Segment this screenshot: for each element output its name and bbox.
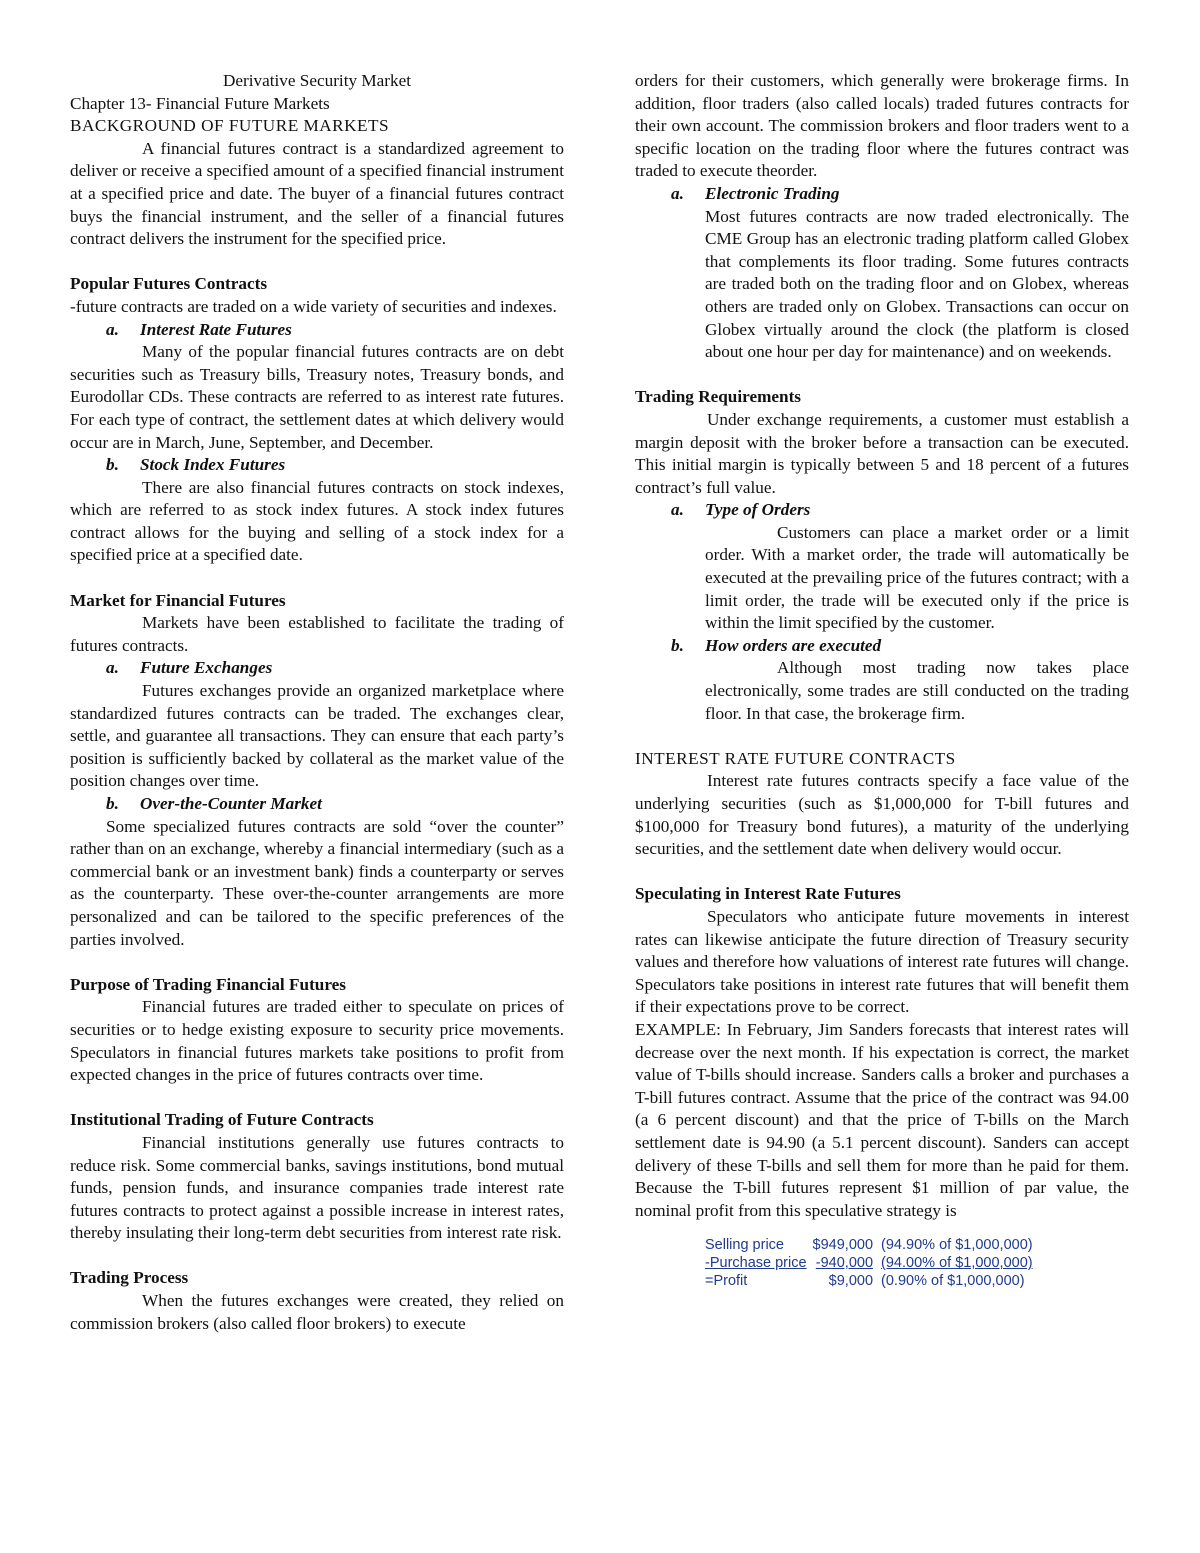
row-amount: -940,000 — [815, 1255, 874, 1272]
row-label: =Profit — [705, 1273, 748, 1290]
subheading-electronic-trading — [671, 183, 1129, 206]
popular-lead: -future contracts are traded on a wide variety of securities and indexes. — [70, 296, 557, 316]
how-orders-executed-text: Although most trading now takes place electronically, some trades are still conducted on the trading floor. In that case, the brokerage firm. — [705, 658, 1129, 723]
interest-rate-contracts-text: Interest rate futures contracts specify a face value of the underlying securities (such as $1,000,000 for T-bill futures and $100,000 for Treasury bond futures), a maturity of the underlying securities, and the settlement date when delivery would occur. — [635, 771, 1129, 859]
row-note: (94.90% of $1,000,000) — [881, 1237, 1033, 1254]
trading-process-text-right: orders for their customers, which generally were brokerage firms. In addition, floor traders (also called locals) traded futures contracts for their own account. The commission brokers and floor traders went to a specific location on the trading floor where the futures contract was traded to execute theorder. — [635, 71, 1129, 181]
heading-trading-requirements: Trading Requirements — [635, 387, 801, 407]
right-column — [635, 70, 1129, 1290]
subheading-otc-market — [106, 793, 564, 816]
subheading-text: How orders are executed — [705, 635, 882, 655]
heading-institutional-trading: Institutional Trading of Future Contracts — [70, 1110, 374, 1130]
subheading-text: Over-the-Counter Market — [140, 794, 322, 813]
row-label: Selling price — [705, 1237, 784, 1254]
electronic-trading-text: Most futures contracts are now traded electronically. The CME Group has an electronic trading platform called Globex that complements its floor trading. Some futures contracts are traded both on the trading floor and on Globex, whereas others are traded only on Globex. Transactions can occur on Globex virtually around the clock (the platform is closed about one hour per day for maintenance) and on weekends. — [705, 206, 1129, 362]
subheading-text: Future Exchanges — [140, 658, 273, 678]
row-label: -Purchase price — [705, 1255, 807, 1272]
list-marker: a. — [106, 319, 119, 339]
subheading-type-of-orders — [671, 499, 1129, 522]
future-exchanges-text: Futures exchanges provide an organized marketplace where standardized futures contracts can be traded. The exchanges clear, settle, and guarantee all transactions. They can ensure that each party’s position is sufficiently backed by collateral as the market value of the position changes over time. — [70, 681, 564, 791]
example-text: EXAMPLE: In February, Jim Sanders forecasts that interest rates will decrease over the next month. If his expectation is correct, the market value of T-bills should increase. Sanders calls a broker and purchases a T-bill futures contract. Assume that the price of the contract was 94.00 (a 6 percent discount) and that the price of T-bills on the March settlement date is 94.90 (a 5.1 percent discount). Sanders can accept delivery of these T-bills and sell them for more than he paid for them. Because the T-bill futures represent $1 million of par value, the nominal profit from this speculative strategy is — [635, 1019, 1129, 1220]
type-of-orders-text: Customers can place a market order or a limit order. With a market order, the trade will automatically be executed at the prevailing price of the futures contract; with a limit order, the trade will be executed only if the price is within the limit specified by the customer. — [705, 522, 1129, 633]
row-amount: $949,000 — [812, 1237, 874, 1254]
list-marker: b. — [106, 455, 119, 475]
subheading-text: Stock Index Futures — [140, 455, 286, 475]
heading-speculating: Speculating in Interest Rate Futures — [635, 884, 901, 904]
table-row — [705, 1254, 1039, 1272]
institutional-text: Financial institutions generally use futures contracts to reduce risk. Some commercial banks, savings institutions, bond mutual funds, pension funds, and insurance companies trade interest rate futures contracts to protect against a possible increase in interest rates, thereby insulating their long-term debt securities from interest rate risk. — [70, 1132, 564, 1243]
list-marker: a. — [671, 500, 684, 520]
list-marker: a. — [671, 183, 684, 203]
left-column — [70, 70, 564, 1335]
otc-market-text: Some specialized futures contracts are sold “over the counter” rather than on an exchange, whereby a financial intermediary (such as a commercial bank or an investment bank) finds a counterparty or serves as the counterparty. These over-the-counter arrangements are more personalized and can be tailored to the specific preferences of the parties involved. — [70, 816, 564, 949]
list-marker: b. — [671, 635, 684, 655]
subheading-text: Interest Rate Futures — [140, 319, 292, 339]
speculating-text: Speculators who anticipate future movements in interest rates can likewise anticipate the future direction of Treasury security values and therefore how valuations of interest rate futures will change. Speculators take positions in interest rate futures that will benefit them if their expectations prove to be correct. — [635, 906, 1129, 1017]
heading-trading-process: Trading Process — [70, 1268, 189, 1288]
intro-paragraph: A financial futures contract is a standardized agreement to deliver or receive a specified amount of a specified financial instrument at a specified price and date. The buyer of a financial futures contract buys the financial instrument, and the seller of a financial futures contract delivers the instrument for the specified price. — [70, 138, 564, 249]
table-row — [705, 1272, 1039, 1290]
row-note: (0.90% of $1,000,000) — [881, 1273, 1025, 1290]
chapter-title: Chapter 13- Financial Future Markets — [70, 93, 330, 113]
document-title: Derivative Security Market — [222, 71, 412, 90]
subheading-future-exchanges — [106, 657, 564, 680]
table-row — [705, 1236, 1039, 1254]
market-lead: Markets have been established to facilitate the trading of futures contracts. — [70, 613, 564, 655]
interest-rate-futures-text: Many of the popular financial futures contracts are on debt securities such as Treasury bills, Treasury notes, Treasury bonds, and Eurodollar CDs. These contracts are referred to as interest rate futures. For each type of contract, the settlement dates at which delivery would occur are in March, June, September, and December. — [70, 342, 564, 452]
purpose-text: Financial futures are traded either to speculate on prices of securities or to hedge existing exposure to security price movements. Speculators in financial futures markets take positions to profit from expected changes in the price of futures contracts over time. — [70, 997, 564, 1085]
trading-requirements-text: Under exchange requirements, a customer must establish a margin deposit with the broker before a transaction can be executed. This initial margin is typically between 5 and 18 percent of a futures contract’s full value. — [635, 409, 1129, 497]
section-heading-interest-rate-contracts: INTEREST RATE FUTURE CONTRACTS — [635, 748, 956, 768]
subheading-stock-index-futures — [106, 454, 564, 477]
heading-purpose-trading: Purpose of Trading Financial Futures — [70, 974, 346, 994]
stock-index-futures-text: There are also financial futures contracts on stock indexes, which are referred to as stock index futures. A stock index futures contract allows for the buying and selling of a stock index for a specified price at a specified date. — [70, 477, 564, 565]
subheading-interest-rate-futures — [106, 319, 564, 342]
row-amount: $9,000 — [828, 1273, 874, 1290]
heading-market-financial-futures: Market for Financial Futures — [70, 590, 286, 610]
subheading-text: Type of Orders — [705, 500, 811, 520]
list-marker: a. — [106, 658, 119, 678]
row-note: (94.00% of $1,000,000) — [881, 1255, 1033, 1272]
subheading-how-orders-executed — [671, 635, 1129, 658]
list-marker: b. — [106, 794, 119, 813]
section-heading-background: BACKGROUND OF FUTURE MARKETS — [70, 116, 390, 136]
profit-table — [705, 1236, 1039, 1290]
heading-popular-futures: Popular Futures Contracts — [70, 274, 268, 294]
trading-process-text-left: When the futures exchanges were created, they relied on commission brokers (also called floor brokers) to execute — [70, 1291, 564, 1333]
subheading-text: Electronic Trading — [705, 183, 840, 203]
